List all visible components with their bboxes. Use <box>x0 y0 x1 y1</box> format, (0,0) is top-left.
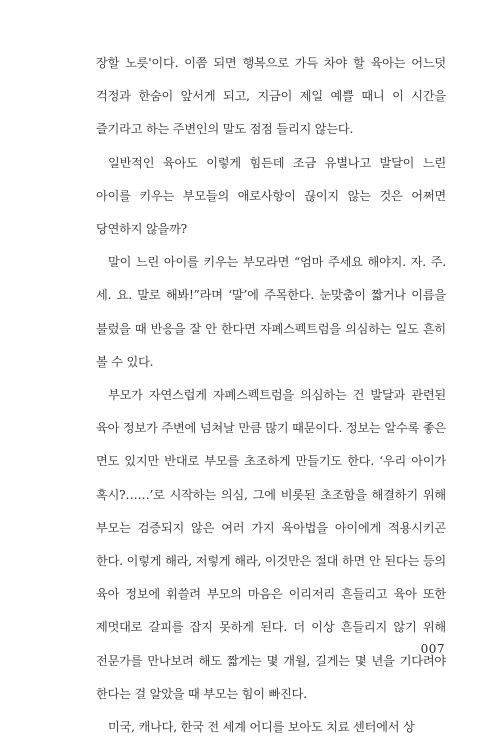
paragraph: 일반적인 육아도 이렇게 힘든데 조금 유별나고 발달이 느린 아이를 키우는 부모들의 애로사항이 끊이지 않는 것은 어쩌면 당연하지 않을까? <box>96 155 446 237</box>
body-text <box>96 47 446 744</box>
page-number: 007 <box>420 642 445 656</box>
paragraph: 말이 느린 아이를 키우는 부모라면 “엄마 주세요 해야지. 자. 주. 세. 요. 말로 해봐!”라며 ‘말’에 주목한다. 눈맞춤이 짧거나 이름을 불렀을 때 반응을 잘 안 한다면 자폐스펙트럼을 의심하는 일도 흔히 볼 수 있다. <box>96 255 446 369</box>
paragraph: 미국, 캐나다, 한국 전 세계 어디를 보아도 치료 센터에서 상 <box>108 720 415 735</box>
paragraph: 부모가 자연스럽게 자폐스펙트럼을 의심하는 건 발달과 관련된 육아 정보가 주변에 넘쳐날 만큼 많기 때문이다. 정보는 알수록 좋은 면도 있지만 반대로 부모를 초조하게 만들기도 한다. ‘우리 아이가 혹시?……’로 시작하는 의심, 그에 비롯된 초조함을 해결하기 위해 부모는 검증되지 않은 여러 가지 육아법을 아이에게 적용시키곤 한다. 이렇게 해라, 저렇게 해라, 이것만은 절대 하면 안 된다는 등의 육아 정보에 휘쓸려 부모의 마음은 이리저리 흔들리고 육아 또한 제멋대로 갈피를 잡지 못하게 된다. 더 이상 흔들리지 않기 위해 전문가를 만나보려 해도 짧게는 몇 개월, 길게는 몇 년을 기다려야 한다는 걸 알았을 때 부모는 힘이 빠진다. <box>96 388 446 701</box>
paragraph: 장할 노릇'이다. 이쯤 되면 행복으로 가득 차야 할 육아는 어느덧 걱정과 한숨이 앞서게 되고, 지금이 제일 예쁠 때니 이 시간을 즐기라고 하는 주변인의 말도 점점 들리지 않는다. <box>96 56 446 137</box>
